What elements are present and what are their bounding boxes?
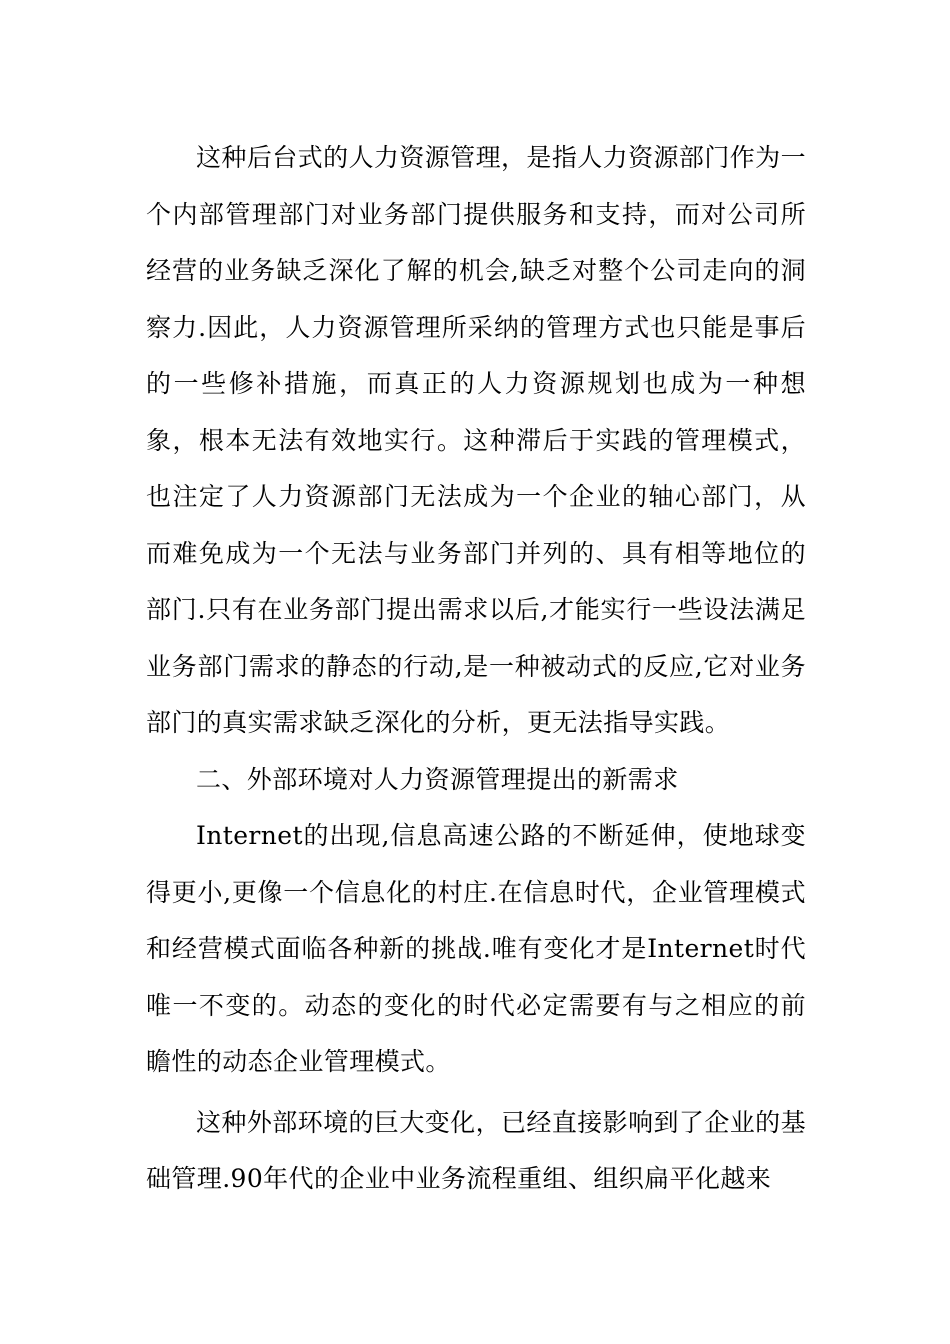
paragraph-external-change-impact: 这种外部环境的巨大变化，已经直接影响到了企业的基础管理.90年代的企业中业务流程重组、组织扁平化越来 — [146, 1107, 806, 1193]
paragraph-hr-backoffice: 这种后台式的人力资源管理，是指人力资源部门作为一个内部管理部门对业务部门提供服务和支持，而对公司所经营的业务缺乏深化了解的机会,缺乏对整个公司走向的洞察力.因此，人力资源管理所采纳的管理方式也只能是事后的一些修补措施，而真正的人力资源规划也成为一种想象，根本无法有效地实行。这种滞后于实践的管理模式，也注定了人力资源部门无法成为一个企业的轴心部门，从而难免成为一个无法与业务部门并列的、具有相等地位的部门.只有在业务部门提出需求以后,才能实行一些设法满足业务部门需求的静态的行动,是一种被动式的反应,它对业务部门的真实需求缺乏深化的分析，更无法指导实践。 — [146, 143, 806, 737]
document-body — [146, 130, 806, 1208]
section-heading-external-environment: 二、外部环境对人力资源管理提出的新需求 — [196, 764, 679, 794]
paragraph-internet-era: Internet的出现,信息高速公路的不断延伸，使地球变得更小,更像一个信息化的村庄.在信息时代，企业管理模式和经营模式面临各种新的挑战.唯有变化才是Internet时代唯一不变的。动态的变化的时代必定需要有与之相应的前瞻性的动态企业管理模式。 — [146, 821, 806, 1076]
